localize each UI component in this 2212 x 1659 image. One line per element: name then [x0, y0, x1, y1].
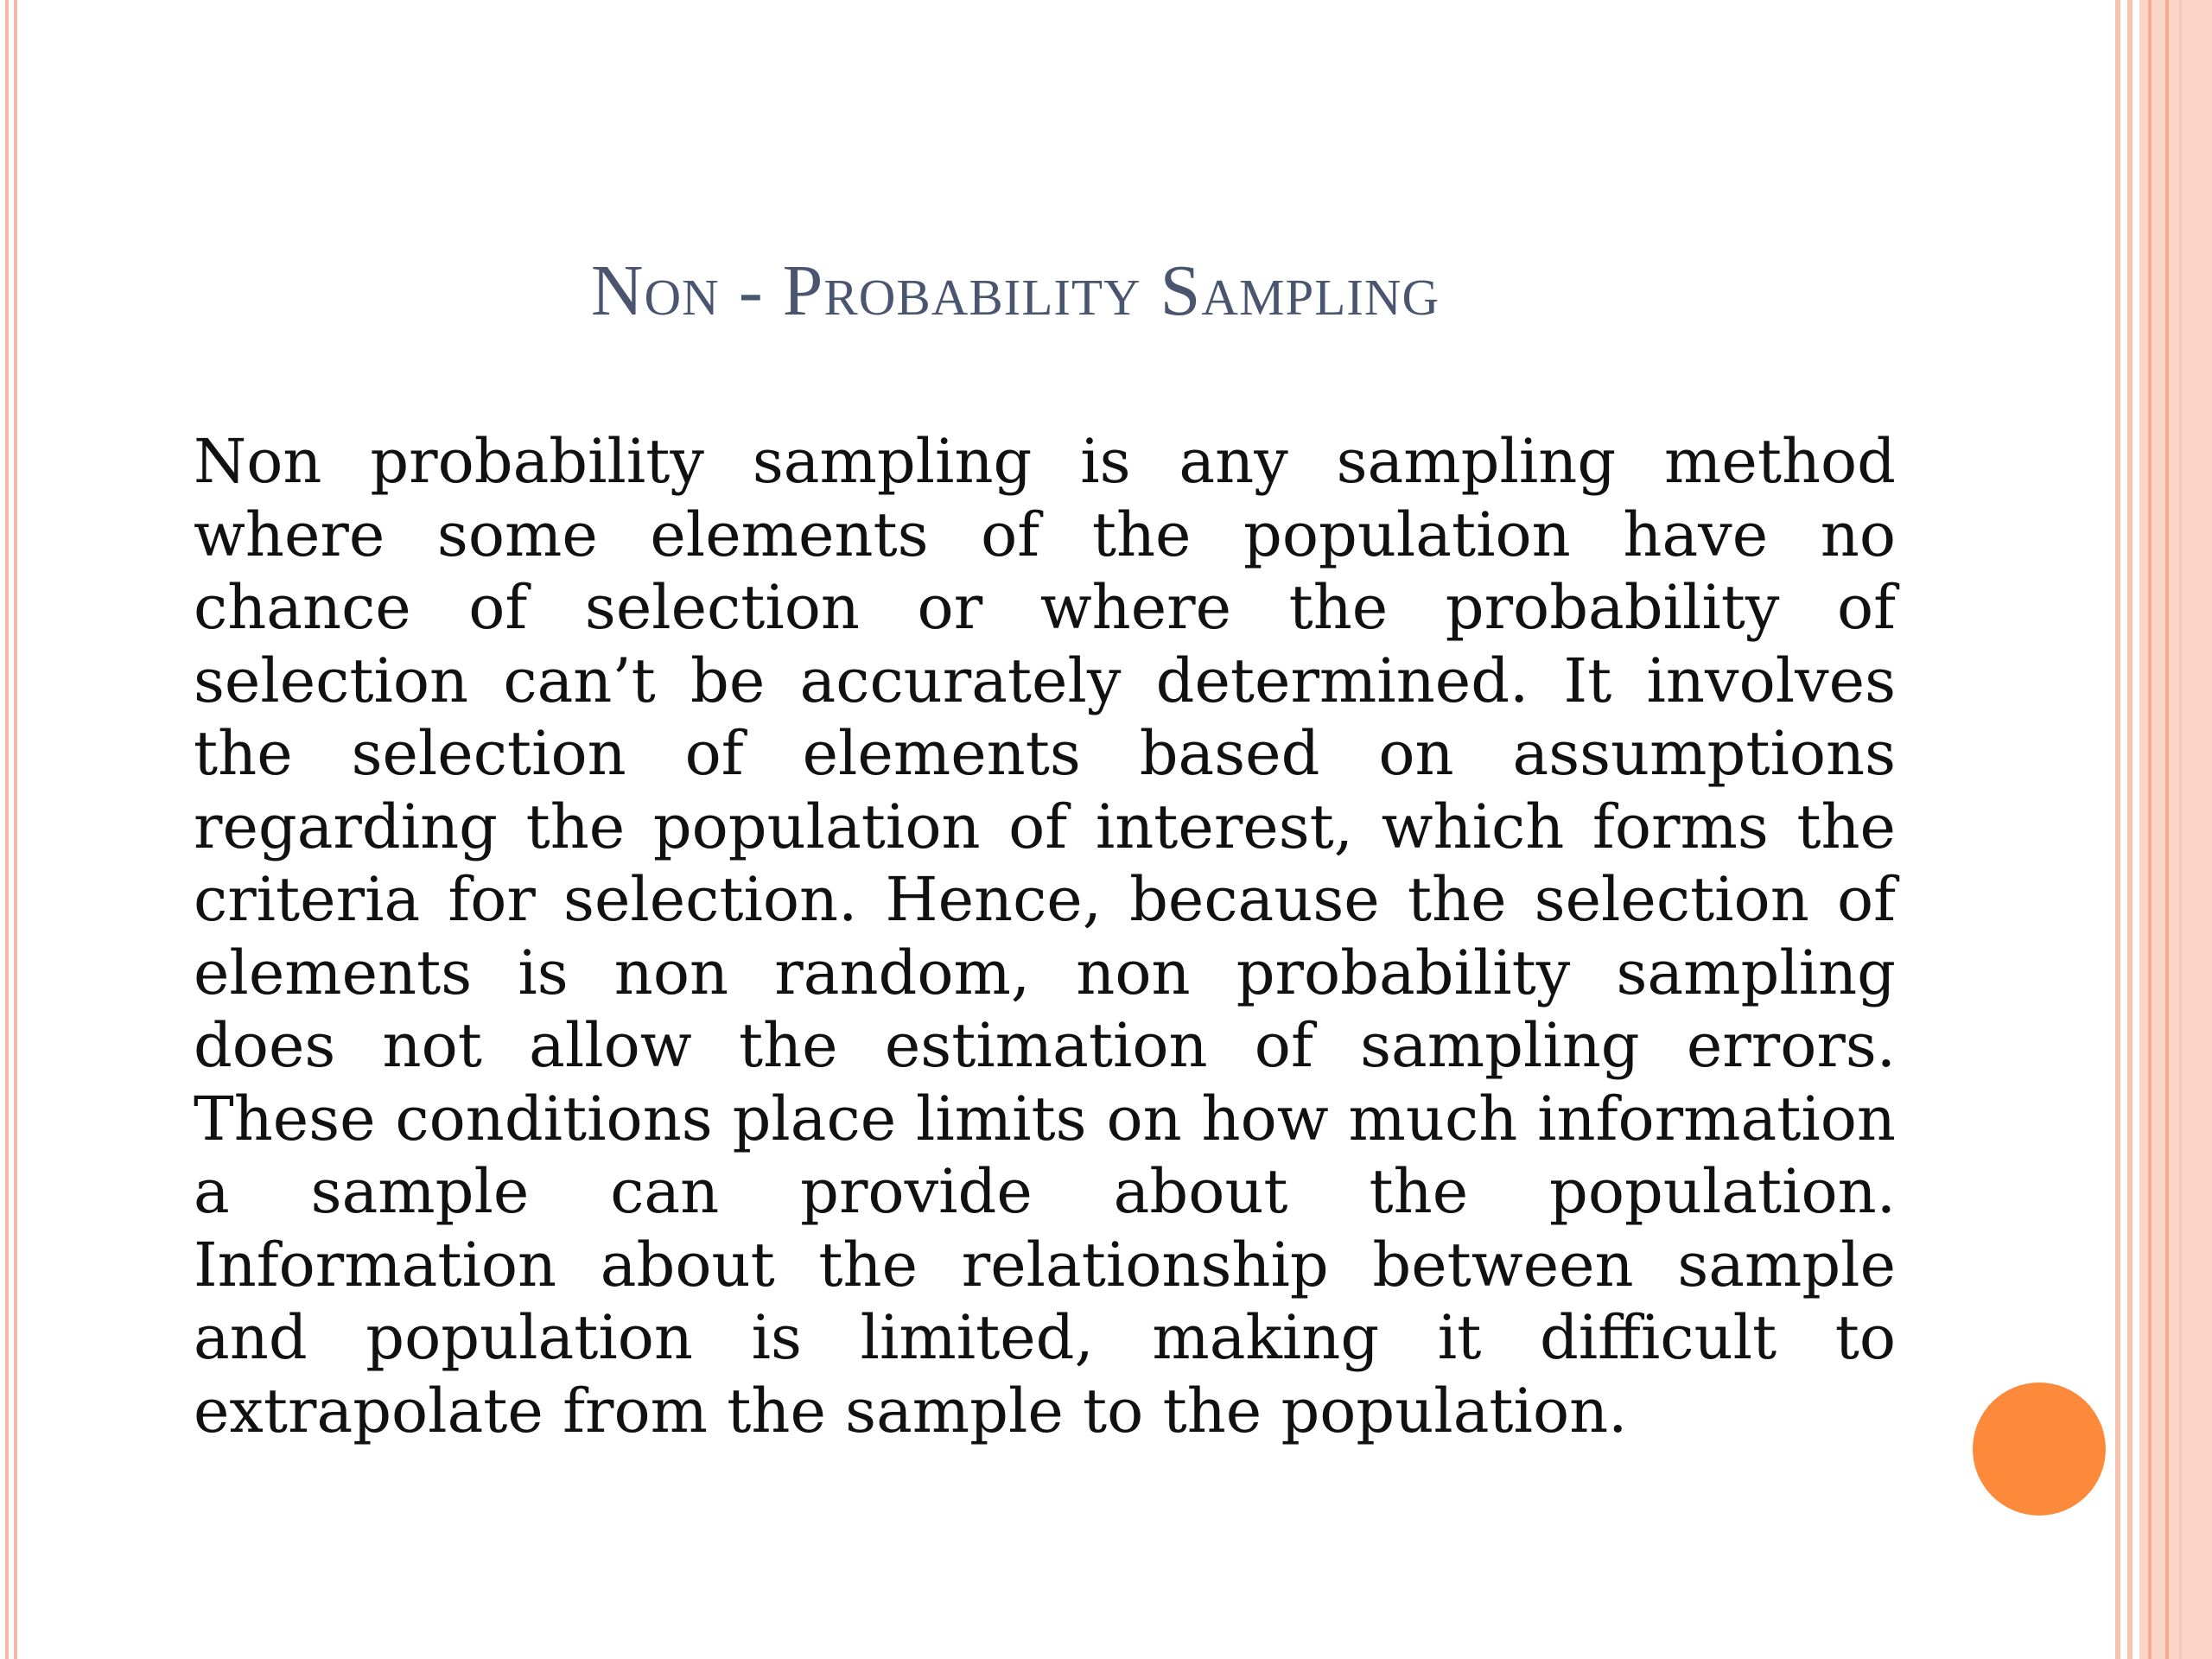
right-frame-line [2127, 0, 2133, 1659]
slide-body-text: Non probability sampling is any sampling method where some elements of the population have no chance of selection or where the probability of selection can’t be accurately determined. It involves the selection of elements based on assumptions regarding the population of interest, which forms the criteria for selection. Hence, because the selection of elements is non random, non probability sampling does not allow the estimation of sampling errors. These conditions place limits on how much information a sample can provide about the population. Information about the relationship between sample and population is limited, making it difficult to extrapolate from the sample to the population. [194, 426, 1896, 1446]
right-frame-line [2179, 0, 2182, 1659]
right-frame-line [2148, 0, 2152, 1659]
left-frame-line [5, 0, 9, 1659]
left-frame-line [14, 0, 17, 1659]
orange-circle-decoration [1973, 1382, 2106, 1516]
slide-title: Non - Probability Sampling [590, 251, 1440, 331]
right-frame-line [2115, 0, 2120, 1659]
right-frame-line [2165, 0, 2169, 1659]
